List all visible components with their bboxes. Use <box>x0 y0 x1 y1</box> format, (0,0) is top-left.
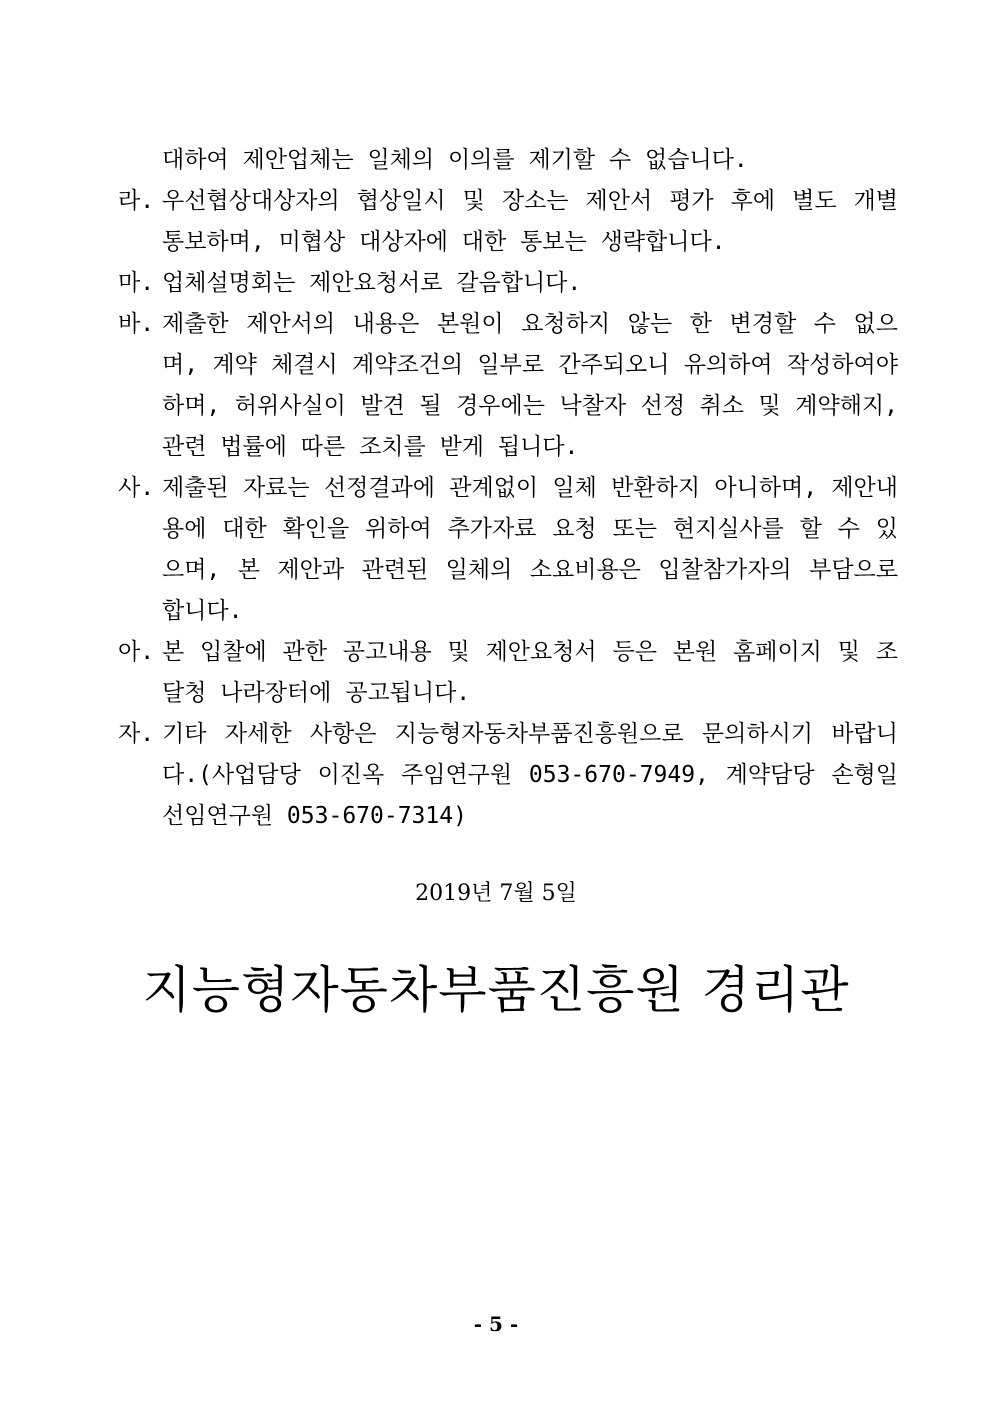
list-item-ba <box>118 304 898 468</box>
item-text: 본 입찰에 관한 공고내용 및 제안요청서 등은 본원 홈페이지 및 조달청 나라장터에 공고됩니다. <box>162 639 898 706</box>
item-text: 기타 자세한 사항은 지능형자동차부품진흥원으로 문의하시기 바랍니다.(사업담당 이진옥 주임연구원 053-670-7949, 계약담당 손형일 선임연구원 053-670-7314) <box>162 721 898 829</box>
list-item-a <box>118 632 898 714</box>
list-item-sa <box>118 468 898 632</box>
item-text: 제출된 자료는 선정결과에 관계없이 일체 반환하지 아니하며, 제안내용에 대한 확인을 위하여 추가자료 요청 또는 현지실사를 할 수 있으며, 본 제안과 관련된 일체의 소요비용은 입찰참가자의 부담으로 합니다. <box>162 475 898 624</box>
page-number: - 5 - <box>473 1312 519 1336</box>
item-marker: 자. <box>118 721 155 747</box>
list-item-ma <box>118 263 898 304</box>
issuer-signature: 지능형자동차부품진흥원 경리관 <box>142 961 850 1019</box>
list-item-ra <box>118 181 898 263</box>
document-date: 2019년 7월 5일 <box>415 881 577 906</box>
item-marker: 아. <box>118 639 155 665</box>
continuation-paragraph: 대하여 제안업체는 일체의 이의를 제기할 수 없습니다. <box>162 147 748 173</box>
list-item-ja <box>118 714 898 837</box>
item-marker: 마. <box>118 270 155 296</box>
item-text: 제출한 제안서의 내용은 본원이 요청하지 않는 한 변경할 수 없으며, 계약 체결시 계약조건의 일부로 간주되오니 유의하여 작성하여야 하며, 허위사실이 발견 될 경우에는 낙찰자 선정 취소 및 계약해지, 관련 법률에 따른 조치를 받게 됩니다. <box>162 311 898 460</box>
item-marker: 라. <box>118 188 155 214</box>
item-marker: 사. <box>118 475 155 501</box>
notice-body <box>118 140 898 837</box>
item-text: 우선협상대상자의 협상일시 및 장소는 제안서 평가 후에 별도 개별 통보하며, 미협상 대상자에 대한 통보는 생략합니다. <box>162 188 898 255</box>
item-marker: 바. <box>118 311 155 337</box>
item-text: 업체설명회는 제안요청서로 갈음합니다. <box>162 270 582 296</box>
